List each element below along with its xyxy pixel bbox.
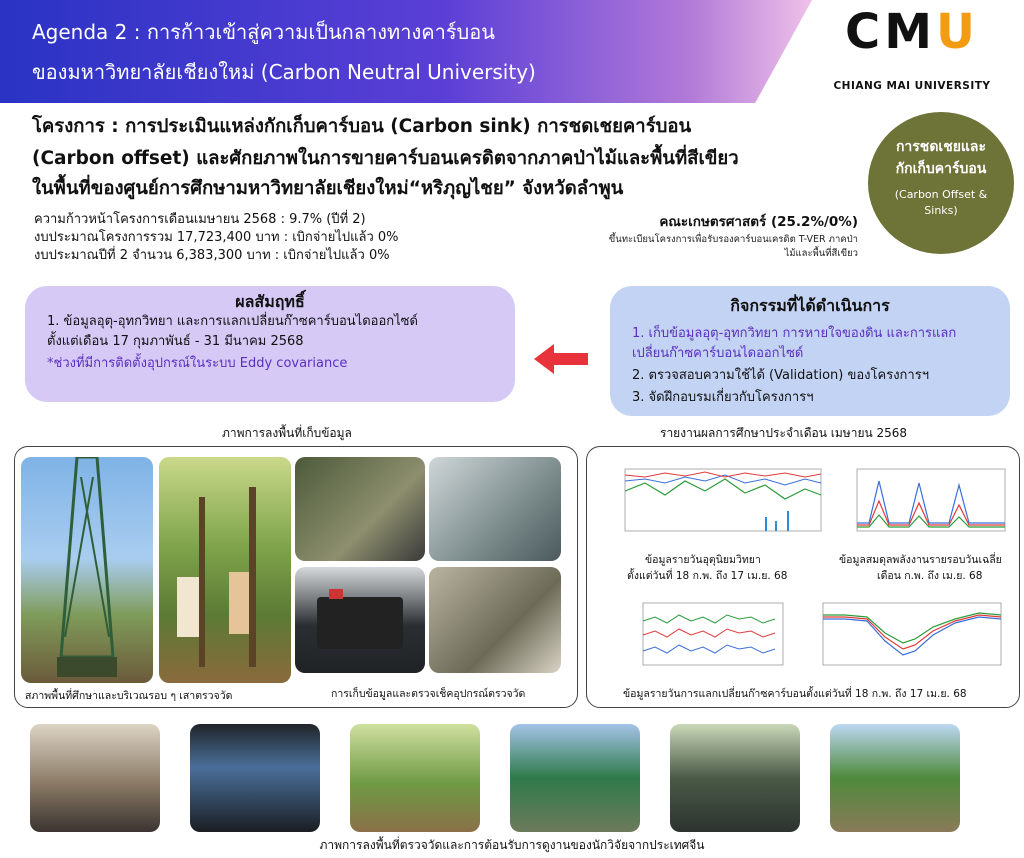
carbon-caption: ข้อมูลรายวันการแลกเปลี่ยนก๊าซคาร์บอนตั้งแต่วันที่ 18 ก.พ. ถึง 17 เม.ย. 68 [623, 688, 967, 700]
energy-caption-line1: ข้อมูลสมดุลพลังงานรายรอบวันเฉลี่ย [839, 554, 1002, 566]
activity-line3: 2. ตรวจสอบความใช้ได้ (Validation) ของโครงการฯ [632, 368, 929, 383]
project-title-line2: (Carbon offset) และศักยภาพในการขายคาร์บอนเครดิตจากภาคป่าไม้และพื้นที่สีเขียว [32, 148, 739, 169]
budget-year2-stat: งบประมาณปีที่ 2 จำนวน 6,383,300 บาท : เบิกจ่ายไปแล้ว 0% [34, 248, 390, 263]
results-panel [25, 286, 515, 402]
battery-photo [295, 567, 425, 673]
tower-visit-photo [510, 724, 640, 832]
bottom-caption: ภาพการลงพื้นที่ตรวจวัดและการต้อนรับการดูงานของนักวิจัยจากประเทศจีน [319, 838, 705, 852]
activities-panel [610, 286, 1010, 416]
activity-line2: เปลี่ยนก๊าซคาร์บอนไดออกไซด์ [632, 346, 804, 361]
report-section-label: รายงานผลการศึกษาประจำเดือน เมษายน 2568 [660, 426, 908, 440]
activities-title: กิจกรรมที่ได้ดำเนินการ [730, 296, 890, 315]
weather-caption-line1: ข้อมูลรายวันอุตุนิยมวิทยา [645, 554, 761, 566]
budget-total-stat: งบประมาณโครงการรวม 17,723,400 บาท : เบิกจ่ายไปแล้ว 0% [34, 230, 399, 245]
cmu-logo: CMU [845, 4, 979, 60]
badge-line4: Sinks) [924, 204, 958, 217]
group-photo [830, 724, 960, 832]
cmu-logo-subtitle: CHIANG MAI UNIVERSITY [833, 80, 991, 92]
logger-photo [429, 567, 561, 673]
badge-line2: กักเก็บคาร์บอน [895, 161, 987, 177]
equipment-photo-1 [295, 457, 425, 561]
equipment-caption: การเก็บข้อมูลและตรวจเช็คอุปกรณ์ตรวจวัด [331, 688, 526, 700]
activity-line4: 3. จัดฝึกอบรมเกี่ยวกับโครงการฯ [632, 390, 814, 405]
faculty-desc-line1: ขึ้นทะเบียนโครงการเพื่อรับรองคาร์บอนเครดิต T-VER ภาคป่า [608, 234, 858, 245]
weather-caption-line2: ตั้งแต่วันที่ 18 ก.พ. ถึง 17 เม.ย. 68 [627, 570, 788, 582]
energy-balance-chart [849, 461, 1009, 545]
results-title: ผลสัมฤทธิ์ [235, 292, 305, 311]
forest-visit-photo [350, 724, 480, 832]
field-photos-box [14, 446, 578, 708]
energy-caption-line2: เดือน ก.พ. ถึง เม.ย. 68 [877, 570, 983, 582]
project-title-line3: ในพื้นที่ของศูนย์การศึกษามหาวิทยาลัยเชียงใหม่“หริภุญไชย” จังหวัดลำพูน [32, 178, 624, 199]
faculty-name: คณะเกษตรศาสตร์ (25.2%/0%) [659, 214, 858, 230]
faculty-desc-line2: ไม้และพื้นที่สีเขียว [784, 248, 858, 259]
results-line1: 1. ข้อมูลอุตุ-อุทกวิทยา และการแลกเปลี่ยนก๊าซคาร์บอนไดออกไซด์ [47, 314, 418, 329]
badge-line3: (Carbon Offset & [894, 188, 988, 201]
researcher-photo [670, 724, 800, 832]
project-title-line1: โครงการ : การประเมินแหล่งกักเก็บคาร์บอน (Carbon sink) การชดเชยคาร์บอน [32, 116, 692, 137]
left-arrow-icon [534, 342, 588, 376]
report-charts-box [586, 446, 1020, 708]
results-line2: ตั้งแต่เดือน 17 กุมภาพันธ์ - 31 มีนาคม 2568 [47, 334, 304, 349]
agenda-title-line1: Agenda 2 : การก้าวเข้าสู่ความเป็นกลางทางคาร์บอน [32, 20, 495, 44]
agenda-title-line2: ของมหาวิทยาลัยเชียงใหม่ (Carbon Neutral University) [32, 60, 536, 84]
presentation-photo [190, 724, 320, 832]
weather-chart [615, 461, 829, 545]
results-note: *ช่วงที่มีการติดตั้งอุปกรณ์ในระบบ Eddy covariance [47, 356, 348, 371]
site-caption: สภาพพื้นที่ศึกษาและบริเวณรอบ ๆ เสาตรวจวัด [25, 690, 233, 702]
diurnal-flux-chart [815, 597, 1005, 673]
carbon-flux-chart [635, 597, 787, 673]
progress-stat: ความก้าวหน้าโครงการเดือนเมษายน 2568 : 9.7% (ปีที่ 2) [34, 212, 366, 227]
meeting-photo [30, 724, 160, 832]
carbon-offset-badge [868, 112, 1014, 254]
tower-photo [21, 457, 153, 683]
field-section-label: ภาพการลงพื้นที่เก็บข้อมูล [222, 426, 352, 440]
activity-line1: 1. เก็บข้อมูลอุตุ-อุทกวิทยา การหายใจของดิน และการแลก [632, 326, 957, 341]
forest-survey-photo [159, 457, 291, 683]
equipment-photo-2 [429, 457, 561, 561]
badge-line1: การชดเชยและ [895, 139, 987, 155]
